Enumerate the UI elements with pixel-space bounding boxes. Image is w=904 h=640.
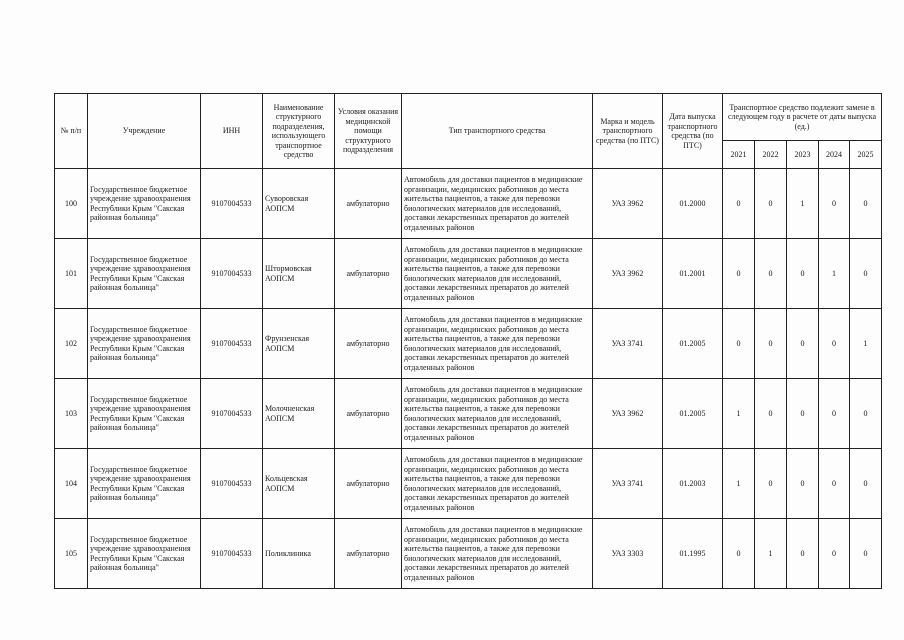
- cell-year-2024: 0: [819, 379, 850, 449]
- header-org: Учреждение: [88, 94, 201, 169]
- cell-release-date: 01.2005: [663, 309, 723, 379]
- cell-year-2023: 0: [787, 239, 819, 309]
- cell-conditions: амбулаторно: [335, 239, 402, 309]
- table-row: [55, 239, 882, 309]
- cell-num: 102: [55, 309, 88, 379]
- cell-org: Государственное бюджетное учреждение здравоохранения Республики Крым "Сакская районная больница": [88, 449, 201, 519]
- table-row: [55, 449, 882, 519]
- cell-inn: 9107004533: [201, 309, 263, 379]
- header-brand: Марка и модель транспортного средства (по ПТС): [593, 94, 663, 169]
- cell-brand: УАЗ 3962: [593, 169, 663, 239]
- cell-inn: 9107004533: [201, 169, 263, 239]
- cell-year-2022: 0: [755, 379, 787, 449]
- cell-year-2023: 0: [787, 309, 819, 379]
- cell-year-2023: 0: [787, 449, 819, 519]
- table-row: [55, 379, 882, 449]
- header-release-date: Дата выпуска транспортного средства (по ПТС): [663, 94, 723, 169]
- cell-year-2021: 0: [723, 239, 755, 309]
- cell-brand: УАЗ 3962: [593, 239, 663, 309]
- cell-year-2021: 0: [723, 169, 755, 239]
- cell-year-2022: 0: [755, 169, 787, 239]
- cell-brand: УАЗ 3962: [593, 379, 663, 449]
- cell-year-2022: 0: [755, 309, 787, 379]
- table-body: [55, 169, 882, 589]
- cell-inn: 9107004533: [201, 519, 263, 589]
- table-header: [55, 94, 882, 169]
- header-conditions: Условия оказания медицинской помощи структурного подразделения: [335, 94, 402, 169]
- cell-num: 105: [55, 519, 88, 589]
- vehicle-table: [54, 93, 882, 589]
- cell-subdivision: Молочненская АОПСМ: [263, 379, 335, 449]
- cell-year-2024: 0: [819, 309, 850, 379]
- cell-num: 104: [55, 449, 88, 519]
- header-subdivision: Наименование структурного подразделения, использующего транспортное средство: [263, 94, 335, 169]
- cell-year-2022: 0: [755, 239, 787, 309]
- table-row: [55, 309, 882, 379]
- cell-release-date: 01.2000: [663, 169, 723, 239]
- header-vehicle-type: Тип транспортного средства: [402, 94, 593, 169]
- cell-year-2025: 0: [850, 519, 882, 589]
- cell-subdivision: Кольцевская АОПСМ: [263, 449, 335, 519]
- table-row: [55, 519, 882, 589]
- cell-year-2024: 0: [819, 449, 850, 519]
- cell-conditions: амбулаторно: [335, 519, 402, 589]
- cell-year-2021: 1: [723, 379, 755, 449]
- cell-release-date: 01.2005: [663, 379, 723, 449]
- header-year: 2025: [850, 141, 882, 169]
- cell-vehicle-type: Автомобиль для доставки пациентов в медицинские организации, медицинских работников до места жительства пациентов, а также для перевозки биологических материалов для исследований, доставки лекарственных препаратов до жителей отдаленных районов: [402, 449, 593, 519]
- cell-year-2022: 1: [755, 519, 787, 589]
- header-year: 2021: [723, 141, 755, 169]
- cell-conditions: амбулаторно: [335, 169, 402, 239]
- header-num: № п/п: [55, 94, 88, 169]
- cell-num: 101: [55, 239, 88, 309]
- cell-subdivision: Фрунзенская АОПСМ: [263, 309, 335, 379]
- cell-brand: УАЗ 3741: [593, 449, 663, 519]
- cell-year-2024: 0: [819, 519, 850, 589]
- cell-inn: 9107004533: [201, 239, 263, 309]
- cell-brand: УАЗ 3303: [593, 519, 663, 589]
- cell-org: Государственное бюджетное учреждение здравоохранения Республики Крым "Сакская районная больница": [88, 379, 201, 449]
- cell-brand: УАЗ 3741: [593, 309, 663, 379]
- cell-conditions: амбулаторно: [335, 379, 402, 449]
- cell-year-2022: 0: [755, 449, 787, 519]
- cell-year-2025: 0: [850, 169, 882, 239]
- cell-org: Государственное бюджетное учреждение здравоохранения Республики Крым "Сакская районная больница": [88, 309, 201, 379]
- cell-org: Государственное бюджетное учреждение здравоохранения Республики Крым "Сакская районная больница": [88, 519, 201, 589]
- header-year: 2022: [755, 141, 787, 169]
- cell-release-date: 01.1995: [663, 519, 723, 589]
- cell-year-2023: 0: [787, 379, 819, 449]
- cell-conditions: амбулаторно: [335, 309, 402, 379]
- cell-vehicle-type: Автомобиль для доставки пациентов в медицинские организации, медицинских работников до места жительства пациентов, а также для перевозки биологических материалов для исследований, доставки лекарственных препаратов до жителей отдаленных районов: [402, 379, 593, 449]
- table-row: [55, 169, 882, 239]
- cell-subdivision: Суворовская АОПСМ: [263, 169, 335, 239]
- cell-vehicle-type: Автомобиль для доставки пациентов в медицинские организации, медицинских работников до места жительства пациентов, а также для перевозки биологических материалов для исследований, доставки лекарственных препаратов до жителей отдаленных районов: [402, 519, 593, 589]
- cell-vehicle-type: Автомобиль для доставки пациентов в медицинские организации, медицинских работников до места жительства пациентов, а также для перевозки биологических материалов для исследований, доставки лекарственных препаратов до жителей отдаленных районов: [402, 239, 593, 309]
- header-year: 2023: [787, 141, 819, 169]
- cell-year-2024: 1: [819, 239, 850, 309]
- cell-year-2025: 0: [850, 449, 882, 519]
- cell-year-2024: 0: [819, 169, 850, 239]
- cell-subdivision: Поликлиника: [263, 519, 335, 589]
- cell-vehicle-type: Автомобиль для доставки пациентов в медицинские организации, медицинских работников до места жительства пациентов, а также для перевозки биологических материалов для исследований, доставки лекарственных препаратов до жителей отдаленных районов: [402, 309, 593, 379]
- cell-inn: 9107004533: [201, 449, 263, 519]
- cell-year-2021: 1: [723, 449, 755, 519]
- cell-vehicle-type: Автомобиль для доставки пациентов в медицинские организации, медицинских работников до места жительства пациентов, а также для перевозки биологических материалов для исследований, доставки лекарственных препаратов до жителей отдаленных районов: [402, 169, 593, 239]
- cell-year-2023: 0: [787, 519, 819, 589]
- header-inn: ИНН: [201, 94, 263, 169]
- cell-subdivision: Штормовская АОПСМ: [263, 239, 335, 309]
- header-year: 2024: [819, 141, 850, 169]
- cell-year-2021: 0: [723, 519, 755, 589]
- cell-conditions: амбулаторно: [335, 449, 402, 519]
- cell-inn: 9107004533: [201, 379, 263, 449]
- header-replacement: Транспортное средство подлежит замене в следующем году в расчете от даты выпуска (ед.): [723, 94, 882, 141]
- cell-year-2023: 1: [787, 169, 819, 239]
- cell-num: 103: [55, 379, 88, 449]
- cell-org: Государственное бюджетное учреждение здравоохранения Республики Крым "Сакская районная больница": [88, 169, 201, 239]
- cell-year-2025: 0: [850, 239, 882, 309]
- cell-release-date: 01.2001: [663, 239, 723, 309]
- cell-num: 100: [55, 169, 88, 239]
- cell-year-2025: 1: [850, 309, 882, 379]
- cell-org: Государственное бюджетное учреждение здравоохранения Республики Крым "Сакская районная больница": [88, 239, 201, 309]
- cell-release-date: 01.2003: [663, 449, 723, 519]
- cell-year-2021: 0: [723, 309, 755, 379]
- cell-year-2025: 0: [850, 379, 882, 449]
